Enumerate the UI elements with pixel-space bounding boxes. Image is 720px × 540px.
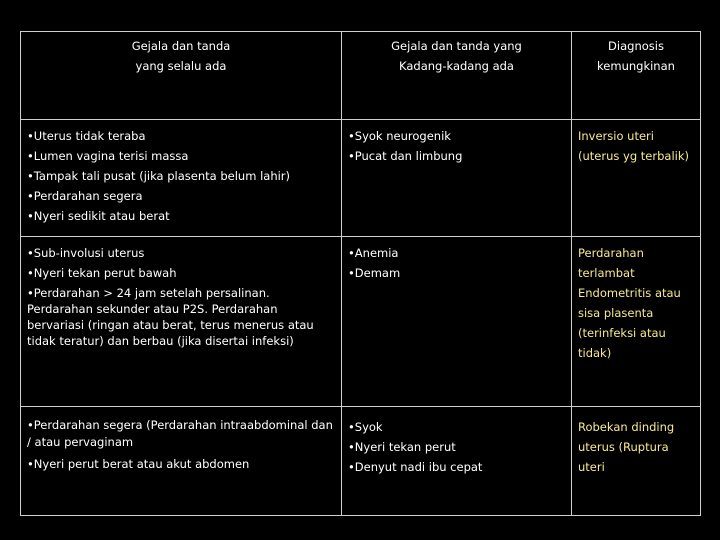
always-symptoms-cell [21, 120, 342, 237]
diagnosis-item: Inversio uteri [578, 129, 654, 143]
table-row [21, 407, 701, 516]
table-row [21, 237, 701, 407]
always-symptoms-cell [21, 407, 342, 516]
header-row [21, 32, 701, 120]
symptom-item: •Nyeri sedikit atau berat [27, 209, 170, 223]
header-text: yang selalu ada [135, 59, 227, 73]
symptom-item: •Perdarahan segera [27, 189, 143, 203]
header-text: Diagnosis [608, 39, 664, 53]
diagnosis-item: Perdarahan terlambat [578, 246, 644, 280]
symptom-item: •Demam [348, 266, 401, 280]
diagnosis-table [20, 31, 701, 516]
symptom-item: •Denyut nadi ibu cepat [348, 460, 483, 474]
header-text: Kadang-kadang ada [399, 59, 514, 73]
symptom-item: •Pucat dan limbung [348, 149, 463, 163]
table-row [21, 120, 701, 237]
diagnosis-cell [572, 120, 701, 237]
symptom-item: •Perdarahan > 24 jam setelah persalinan. Perdarahan sekunder atau P2S. Perdarahan bervariasi (ringan atau berat, terus menerus atau tidak teratur) dan berbau (jika disertai infeksi) [27, 286, 314, 348]
symptom-item: •Nyeri tekan perut bawah [27, 266, 177, 280]
symptom-item: •Nyeri perut berat atau akut abdomen [27, 457, 250, 471]
header-text: Gejala dan tanda [131, 39, 231, 53]
diagnosis-item: Robekan dinding uterus (Ruptura uteri [578, 420, 675, 474]
header-text: Gejala dan tanda yang [391, 39, 522, 53]
diagnosis-cell [572, 407, 701, 516]
sometimes-symptoms-cell [342, 120, 572, 237]
diagnosis-item: Endometritis atau sisa plasenta (terinfeksi atau tidak) [578, 286, 681, 360]
symptom-item: •Uterus tidak teraba [27, 129, 146, 143]
header-sometimes-symptoms [342, 32, 572, 120]
header-diagnosis [572, 32, 701, 120]
header-text: kemungkinan [597, 59, 675, 73]
symptom-item: •Anemia [348, 246, 399, 260]
sometimes-symptoms-cell [342, 237, 572, 407]
symptom-item: •Lumen vagina terisi massa [27, 149, 189, 163]
symptom-item: •Sub-involusi uterus [27, 246, 145, 260]
symptom-item: •Nyeri tekan perut [348, 440, 456, 454]
symptom-item: •Syok neurogenik [348, 129, 451, 143]
symptom-item: •Tampak tali pusat (jika plasenta belum lahir) [27, 169, 291, 183]
diagnosis-item: (uterus yg terbalik) [578, 149, 689, 163]
sometimes-symptoms-cell [342, 407, 572, 516]
always-symptoms-cell [21, 237, 342, 407]
header-always-symptoms [21, 32, 342, 120]
diagnosis-cell [572, 237, 701, 407]
symptom-item: •Syok [348, 420, 383, 434]
symptom-item: •Perdarahan segera (Perdarahan intraabdominal dan / atau pervaginam [27, 418, 333, 449]
